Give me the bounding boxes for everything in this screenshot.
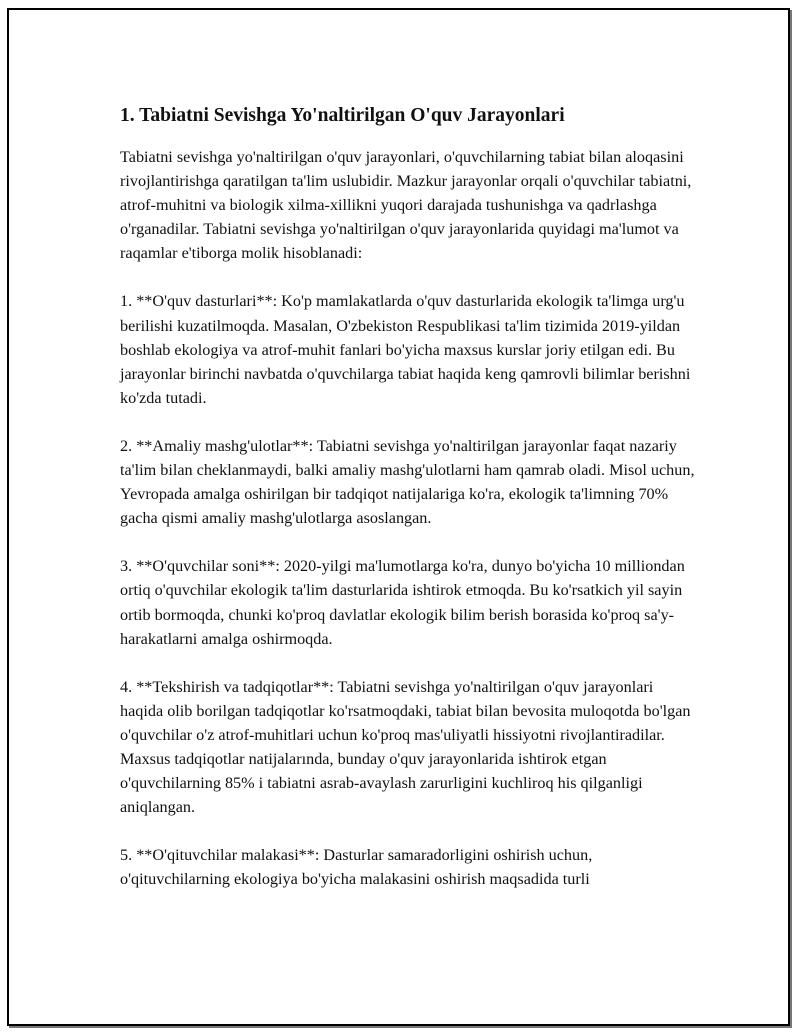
intro-paragraph: Tabiatni sevishga yo'naltirilgan o'quv jarayonlari, o'quvchilarning tabiat bilan aloqasini rivojlantirishga qaratilgan ta'lim uslubidir. Mazkur jarayonlar orqali o'quvchilar tabiatni, atrof-muhitni va biologik xilma-xillikni yuqori darajada tushunishga va qadrlashga o'rganadilar. Tabiatni sevishga yo'naltirilgan o'quv jarayonlarida quyidagi ma'lumot va raqamlar e'tiborga molik hisoblanadi:	[120, 148, 692, 263]
list-item-student-count: 3. **O'quvchilar soni**: 2020-yilgi ma'lumotlarga ko'ra, dunyo bo'yicha 10 milliondan ortiq o'quvchilar ekologik ta'lim dasturlarida ishtirok etmoqda. Bu ko'rsatkich yil sayin ortib bormoqda, chunki ko'proq davlatlar ekologik bilim berish borasida ko'proq sa'y-harakatlarni amalga oshirmoqda.	[120, 557, 685, 648]
list-item-teacher-qualification: 5. **O'qituvchilar malakasi**: Dasturlar samaradorligini oshirish uchun, o'qituvchilarning ekologiya bo'yicha malakasini oshirish maqsadida turli	[120, 846, 593, 889]
list-item-curricula: 1. **O'quv dasturlari**: Ko'p mamlakatlarda o'quv dasturlarida ekologik ta'limga urg'u berilishi kuzatilmoqda. Masalan, O'zbekiston Respublikasi ta'lim tizimida 2019-yildan boshlab ekologiya va atrof-muhit fanlari bo'yicha maxsus kurslar joriy etilgan edi. Bu jarayonlar birinchi navbatda o'quvchilarga tabiat haqida keng qamrovli bilimlar berishni ko'zda tutadi.	[120, 292, 691, 407]
list-item-practical-training: 2. **Amaliy mashg'ulotlar**: Tabiatni sevishga yo'naltirilgan jarayonlar faqat nazariy ta'lim bilan cheklanmaydi, balki amaliy mashg'ulotlarni ham qamrab oladi. Misol uchun, Yevropada amalga oshirilgan bir tadqiqot natijalariga ko'ra, ekologik ta'limning 70% gacha qismi amaliy mashg'ulotlarga asoslangan.	[120, 436, 695, 528]
list-item-research: 4. **Tekshirish va tadqiqotlar**: Tabiatni sevishga yo'naltirilgan o'quv jarayonlari haqida olib borilgan tadqiqotlar ko'rsatmoqdaki, tabiat bilan bevosita muloqotda bo'lgan o'quvchilar o'z atrof-muhitlari uchun ko'proq mas'uliyatli hissiyotni rivojlantiradilar. Maxsus tadqiqotlar natijalarında, bunday o'quv jarayonlarida ishtirok etgan o'quvchilarning 85% i tabiatni asrab-avaylash zarurligini kuchliroq his qilganligi aniqlangan.	[120, 677, 691, 817]
document-page	[7, 8, 790, 1026]
document-content	[120, 103, 700, 915]
section-heading: 1. Tabiatni Sevishga Yo'naltirilgan O'quv Jarayonlari	[120, 105, 565, 126]
